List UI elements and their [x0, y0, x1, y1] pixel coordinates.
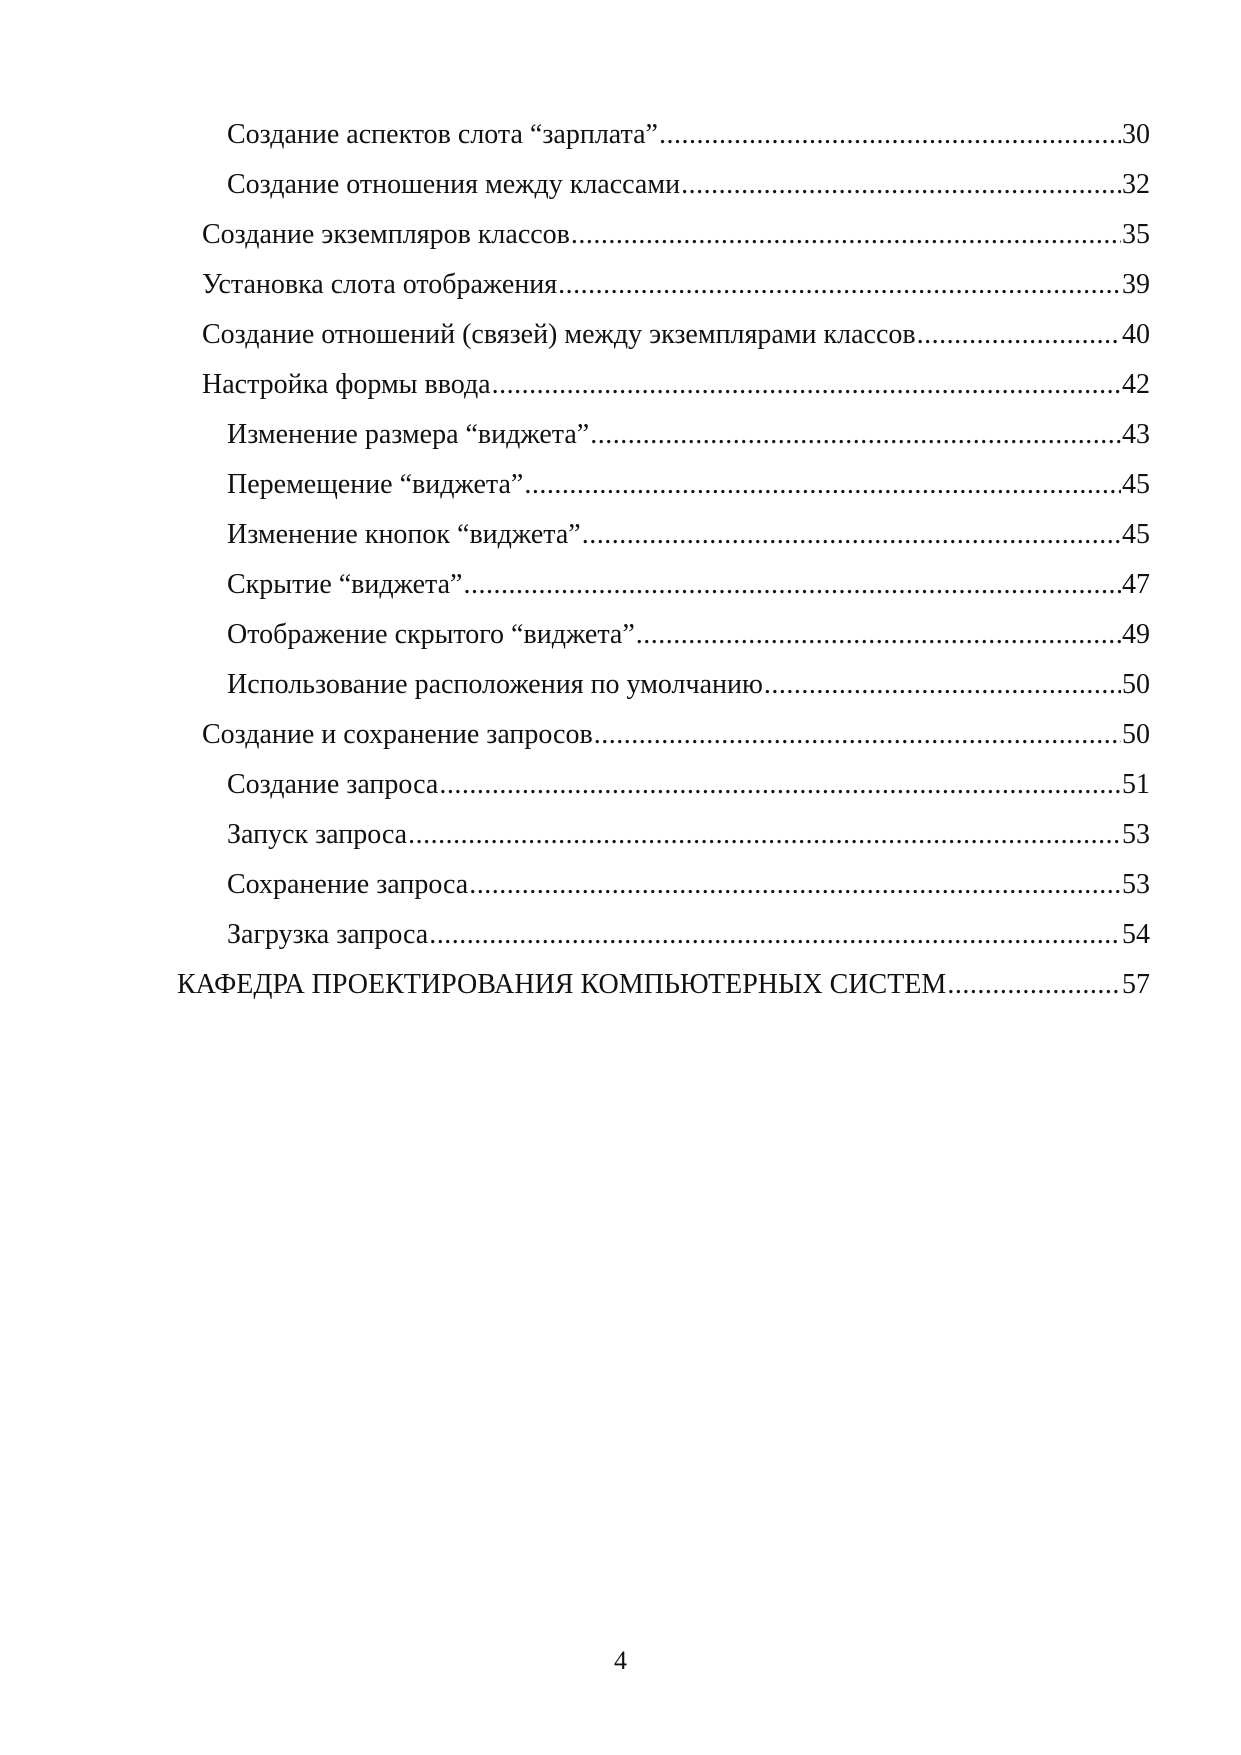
- toc-entry-title: Загрузка запроса: [227, 919, 429, 950]
- toc-entry-title: Создание отношений (связей) между экземплярами классов: [202, 319, 916, 350]
- toc-entry-page: 45: [1122, 519, 1150, 550]
- toc-dot-leader: [469, 868, 1121, 902]
- toc-dot-leader: [590, 418, 1121, 452]
- toc-entry-page: 35: [1122, 219, 1150, 250]
- toc-entry-page: 47: [1122, 569, 1150, 600]
- toc-dot-leader: [429, 918, 1121, 952]
- toc-dot-leader: [558, 268, 1121, 302]
- toc-entry-title: Сохранение запроса: [227, 869, 469, 900]
- toc-entry-title: Запуск запроса: [227, 819, 408, 850]
- toc-entry[interactable]: [227, 918, 1150, 952]
- toc-entry-title: Настройка формы ввода: [202, 369, 491, 400]
- toc-dot-leader: [582, 518, 1121, 552]
- toc-dot-leader: [681, 168, 1121, 202]
- toc-entry-title: Установка слота отображения: [202, 269, 558, 300]
- toc-entry[interactable]: [227, 668, 1150, 702]
- toc-entry-page: 53: [1122, 819, 1150, 850]
- toc-dot-leader: [594, 718, 1121, 752]
- toc-entry[interactable]: [227, 868, 1150, 902]
- toc-entry[interactable]: [227, 518, 1150, 552]
- toc-entry[interactable]: [227, 618, 1150, 652]
- toc-entry[interactable]: [227, 468, 1150, 502]
- toc-dot-leader: [659, 118, 1121, 152]
- toc-entry-page: 30: [1122, 119, 1150, 150]
- toc-entry-title: Изменение размера “виджета”: [227, 419, 590, 450]
- toc-entry-title: Создание запроса: [227, 769, 439, 800]
- toc-entry[interactable]: [227, 118, 1150, 152]
- toc-entry[interactable]: [202, 368, 1150, 402]
- toc-entry-title: Создание отношения между классами: [227, 169, 681, 200]
- toc-dot-leader: [408, 818, 1121, 852]
- toc-entry-title: Создание аспектов слота “зарплата”: [227, 119, 658, 150]
- toc-entry-page: 50: [1122, 719, 1150, 750]
- toc-entry-page: 43: [1122, 419, 1150, 450]
- toc-entry[interactable]: [227, 768, 1150, 802]
- toc-entry-page: 45: [1122, 469, 1150, 500]
- toc-entry-title: Перемещение “виджета”: [227, 469, 524, 500]
- toc-entry-page: 57: [1122, 969, 1150, 1000]
- toc-entry-title: Изменение кнопок “виджета”: [227, 519, 581, 550]
- toc-dot-leader: [917, 318, 1121, 352]
- toc-entry[interactable]: [202, 318, 1150, 352]
- toc-dot-leader: [492, 368, 1121, 402]
- toc-entry-title: Создание экземпляров классов: [202, 219, 570, 250]
- toc-entry[interactable]: [227, 418, 1150, 452]
- toc-entry[interactable]: [227, 168, 1150, 202]
- toc-entry[interactable]: [202, 718, 1150, 752]
- toc-dot-leader: [439, 768, 1121, 802]
- toc-entry[interactable]: [227, 818, 1150, 852]
- toc-entry-page: 40: [1122, 319, 1150, 350]
- toc-entry-title: КАФЕДРА ПРОЕКТИРОВАНИЯ КОМПЬЮТЕРНЫХ СИСТЕМ: [177, 969, 947, 1000]
- toc-entry-page: 42: [1122, 369, 1150, 400]
- toc-dot-leader: [764, 668, 1121, 702]
- toc-entry-page: 53: [1122, 869, 1150, 900]
- toc-entry-title: Скрытие “виджета”: [227, 569, 463, 600]
- toc-dot-leader: [524, 468, 1121, 502]
- toc-entry[interactable]: [227, 568, 1150, 602]
- toc-entry[interactable]: [202, 268, 1150, 302]
- toc-entry-page: 39: [1122, 269, 1150, 300]
- toc-dot-leader: [636, 618, 1121, 652]
- toc-entry-title: Создание и сохранение запросов: [202, 719, 593, 750]
- toc-entry-page: 49: [1122, 619, 1150, 650]
- toc-entry-page: 54: [1122, 919, 1150, 950]
- toc-dot-leader: [947, 968, 1121, 1002]
- toc-entry-title: Использование расположения по умолчанию: [227, 669, 763, 700]
- toc-entry-title: Отображение скрытого “виджета”: [227, 619, 635, 650]
- toc-dot-leader: [463, 568, 1121, 602]
- toc-entry-page: 51: [1122, 769, 1150, 800]
- toc-entry[interactable]: [202, 218, 1150, 252]
- toc-entry[interactable]: [177, 968, 1150, 1002]
- toc-dot-leader: [571, 218, 1121, 252]
- page-number: 4: [614, 1646, 627, 1675]
- toc-entry-page: 32: [1122, 169, 1150, 200]
- toc-entry-page: 50: [1122, 669, 1150, 700]
